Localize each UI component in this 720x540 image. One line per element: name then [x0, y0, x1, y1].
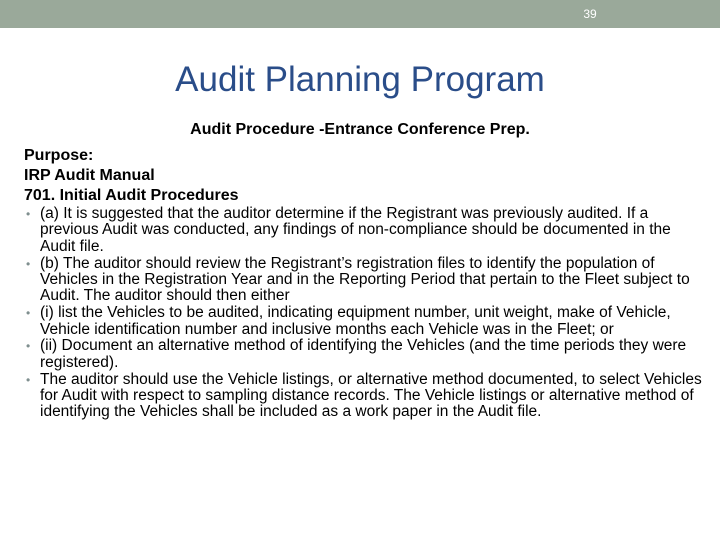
bullet-icon: •	[26, 339, 31, 354]
bullet-text: (a) It is suggested that the auditor determine if the Registrant was previously audited. If a previous Audit was conducted, any findings of non-compliance should be documented in the Audit file.	[40, 205, 671, 255]
bullet-list	[24, 206, 704, 421]
slide-title: Audit Planning Program	[175, 60, 545, 99]
bullet-text: The auditor should use the Vehicle listings, or alternative method documented, to select Vehicles for Audit with respect to sampling distance records. The Vehicle listings or alternative method of identifying the Vehicles shall be included as a work paper in the Audit file.	[40, 370, 702, 421]
manual-heading: IRP Audit Manual	[24, 167, 155, 184]
section-heading: 701. Initial Audit Procedures	[24, 187, 239, 204]
bullet-item	[24, 338, 704, 371]
bullet-icon: •	[26, 207, 31, 221]
bullet-text: (i) list the Vehicles to be audited, indicating equipment number, unit weight, make of Vehicle, Vehicle identification number and inclusive months each Vehicle was in the Fleet; or	[40, 304, 671, 338]
top-bar	[0, 0, 720, 28]
bullet-item	[24, 305, 704, 338]
slide-subtitle: Audit Procedure -Entrance Conference Prep.	[190, 121, 530, 138]
bullet-item	[24, 206, 704, 255]
bullet-item	[24, 256, 704, 305]
bullet-icon: •	[26, 256, 31, 271]
bullet-text: (ii) Document an alternative method of identifying the Vehicles (and the time periods they were registered).	[40, 337, 687, 371]
bullet-text: (b) The auditor should review the Registrant’s registration files to identify the population of Vehicles in the Registration Year and in the Reporting Period that pertain to the Fleet subject to Audit. The auditor should then either	[40, 254, 690, 305]
slide-number: 39	[583, 7, 597, 21]
bullet-icon: •	[26, 306, 31, 321]
bullet-item	[24, 372, 704, 421]
purpose-heading: Purpose:	[24, 147, 94, 164]
bullet-icon: •	[26, 372, 31, 387]
slide-body	[24, 146, 704, 421]
